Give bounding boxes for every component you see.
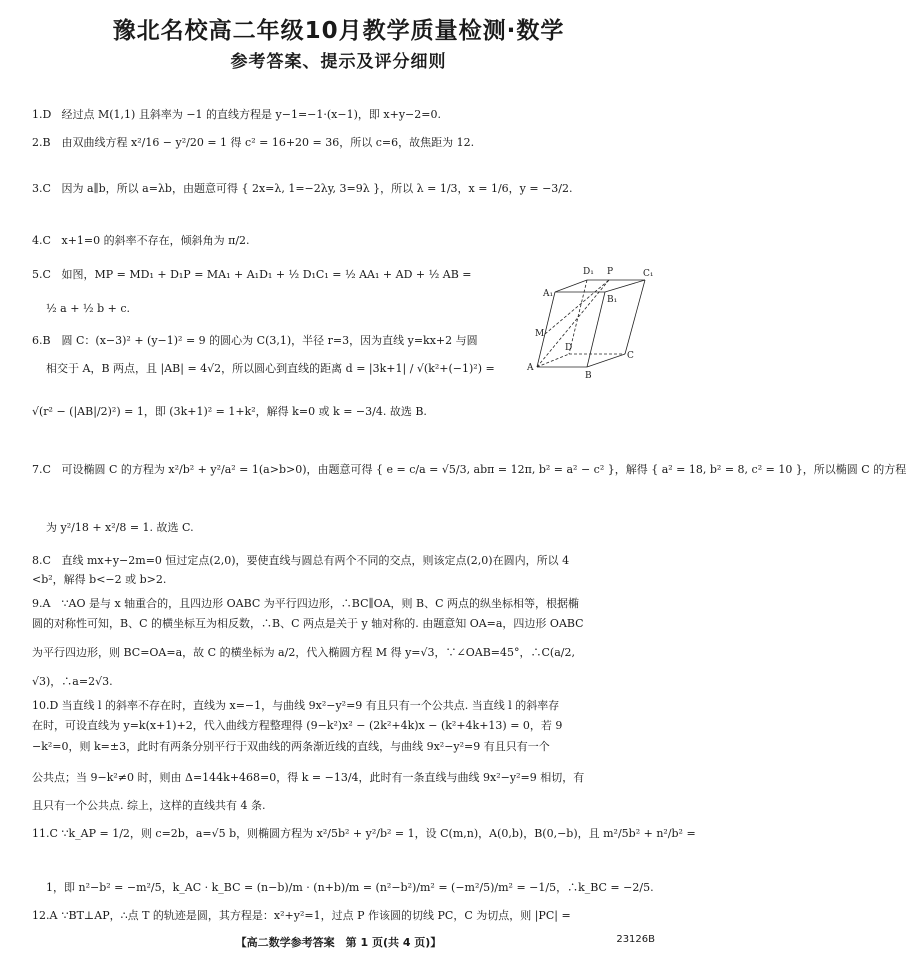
- answer-item: [32, 597, 650, 611]
- answer-text: ∵BT⊥AP，∴点 T 的轨迹是圆，其方程是：x²+y²=1，过点 P 作该圆的切线 PC，C 为切点，则 |PC| =: [61, 909, 571, 922]
- answer-item: [32, 108, 650, 122]
- answer-text: 1，即 n²−b² = −m²/5，k_AC · k_BC = (n−b)/m · (n+b)/m = (n²−b²)/m² = (−m²/5)/m² = −1/5，∴k_BC = −2/5.: [46, 881, 654, 894]
- label-d1: D₁: [583, 267, 594, 277]
- answer-text: 在时，可设直线为 y=k(x+1)+2，代入曲线方程整理得 (9−k²)x² − (2k²+4k)x − (k²+4k+13) = 0，若 9: [32, 719, 563, 732]
- answer-text: √(r² − (|AB|/2)²) = 1，即 (3k+1)² = 1+k²，解得 k=0 或 k = −3/4. 故选 B.: [32, 405, 427, 418]
- answer-text: 因为 a∥b，所以 a=λb，由题意可得 { 2x=λ, 1=−2λy, 3=9λ }，所以 λ = 1/3，x = 1/6，y = −3/2.: [61, 182, 573, 195]
- answer-text: 圆的对称性可知，B、C 的横坐标互为相反数，∴B、C 两点是关于 y 轴对称的. 由题意知 OA=a，四边形 OABC: [32, 617, 584, 630]
- answer-text: ∵AO 是与 x 轴重合的，且四边形 OABC 为平行四边形，∴BC∥OA，则 B、C 两点的纵坐标相等，根据椭: [61, 597, 580, 610]
- answer-text: ∵k_AP = 1/2，则 c=2b，a=√5 b，则椭圆方程为 x²/5b² + y²/b² = 1，设 C(m,n)，A(0,b)，B(0,−b)，且 m²/5b² + n²/b² =: [61, 827, 696, 840]
- label-a1: A₁: [543, 289, 554, 299]
- answer-text: 经过点 M(1,1) 且斜率为 −1 的直线方程是 y−1=−1·(x−1)，即 x+y−2=0.: [61, 108, 441, 121]
- answer-number: 6.B: [32, 334, 51, 347]
- page-title: 豫北名校高二年级10月教学质量检测·数学: [112, 18, 565, 44]
- answer-number: 1.D: [32, 108, 52, 121]
- label-c: C: [627, 351, 634, 361]
- answer-text: 为平行四边形，则 BC=OA=a，故 C 的横坐标为 a/2，代入椭圆方程 M 得 y=√3，∵∠OAB=45°，∴C(a/2,: [32, 646, 575, 659]
- answer-text: 圆 C：(x−3)² + (y−1)² = 9 的圆心为 C(3,1)，半径 r=3，因为直线 y=kx+2 与圆: [61, 334, 478, 347]
- answer-number: 10.D: [32, 699, 59, 712]
- answer-number: 5.C: [32, 268, 51, 281]
- label-b1: B₁: [607, 295, 618, 305]
- answer-text: x+1=0 的斜率不存在，倾斜角为 π/2.: [61, 234, 250, 247]
- answer-item: [32, 827, 696, 841]
- answer-text: 由双曲线方程 x²/16 − y²/20 = 1 得 c² = 16+20 = 36，所以 c=6，故焦距为 12.: [61, 136, 475, 149]
- answer-item: [32, 136, 650, 150]
- document-code: 23126B: [616, 934, 655, 945]
- answer-text: 相交于 A，B 两点，且 |AB| = 4√2，所以圆心到直线的距离 d = |3k+1| / √(k²+(−1)²) =: [46, 362, 495, 375]
- answer-text: 且只有一个公共点. 综上，这样的直线共有 4 条.: [32, 799, 266, 812]
- label-p: P: [607, 267, 614, 277]
- answer-text: 公共点；当 9−k²≠0 时，则由 Δ=144k+468=0，得 k = −13/4，此时有一条直线与曲线 9x²−y²=9 相切，有: [32, 771, 585, 784]
- answer-item: [32, 699, 650, 713]
- answer-text: 如图，MP = MD₁ + D₁P = MA₁ + A₁D₁ + ½ D₁C₁ = ½ AA₁ + AD + ½ AB =: [61, 268, 472, 281]
- answer-number: 11.C: [32, 827, 58, 840]
- answer-text: <b²，解得 b<−2 或 b>2.: [32, 573, 167, 586]
- label-a: A: [527, 363, 534, 373]
- answer-number: 8.C: [32, 554, 51, 567]
- answer-number: 4.C: [32, 234, 51, 247]
- prism-diagram: [525, 262, 655, 382]
- answer-text: −k²=0，则 k=±3，此时有两条分别平行于双曲线的两条渐近线的直线，与曲线 9x²−y²=9 有且只有一个: [32, 740, 550, 753]
- answer-item: [32, 182, 650, 196]
- answer-text: 当直线 l 的斜率不存在时，直线为 x=−1，与曲线 9x²−y²=9 有且只有一个公共点. 当直线 l 的斜率存: [61, 699, 560, 712]
- answer-number: 7.C: [32, 463, 51, 476]
- page-subtitle: 参考答案、提示及评分细则: [230, 52, 447, 72]
- label-c1: C₁: [643, 269, 654, 279]
- label-d: D: [565, 343, 573, 353]
- answer-number: 2.B: [32, 136, 51, 149]
- page-footer: 【高二数学参考答案 第 1 页(共 4 页)】: [235, 936, 442, 949]
- answer-item: [32, 234, 650, 248]
- answer-text: 直线 mx+y−2m=0 恒过定点(2,0)，要使直线与圆总有两个不同的交点，则该定点(2,0)在圆内，所以 4: [61, 554, 570, 567]
- answer-text: ½ a + ½ b + c.: [46, 302, 130, 315]
- answer-item: [32, 268, 522, 282]
- answer-item: [32, 909, 650, 923]
- answer-number: 12.A: [32, 909, 58, 922]
- label-m: M: [535, 329, 545, 339]
- label-b: B: [585, 371, 592, 381]
- answer-item: [32, 334, 522, 348]
- prism-figure: [525, 262, 655, 382]
- answer-number: 9.A: [32, 597, 51, 610]
- answer-item: [32, 554, 650, 568]
- answer-text: 可设椭圆 C 的方程为 x²/b² + y²/a² = 1(a>b>0)，由题意可得 { e = c/a = √5/3, abπ = 12π, b² = a² − c² }，解得 { a² = 18, b² = 8, c² = 10 }，所以椭圆 C 的方程: [61, 463, 906, 476]
- answer-number: 3.C: [32, 182, 51, 195]
- answer-text: 为 y²/18 + x²/8 = 1. 故选 C.: [46, 521, 194, 534]
- answer-text: √3)，∴a=2√3.: [32, 675, 113, 688]
- answer-item: [32, 463, 906, 477]
